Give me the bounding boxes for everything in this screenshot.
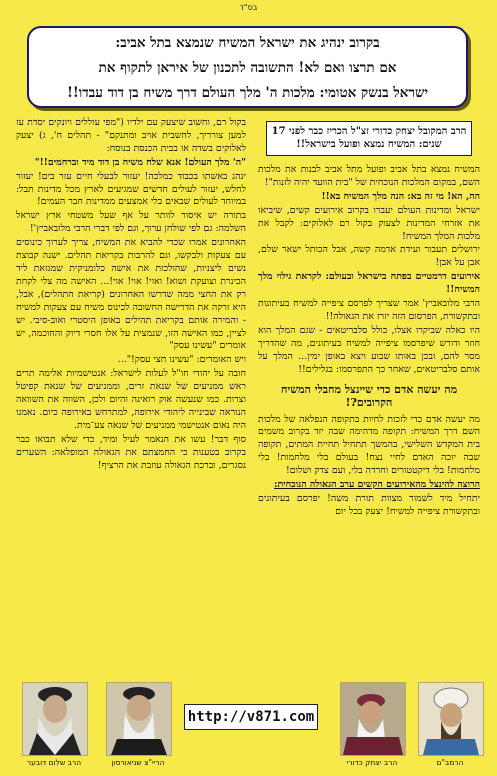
underlined-heading: הרוצה להינצל מהאירועים הקשים ערב הגאולה הנוכחית: [274, 479, 480, 491]
rabbi-portrait-2 [106, 682, 172, 756]
paragraph-bold: אירועים דרמטיים בפתח בישראל ובעולם: לקראת גילוי מלך המשיח!! [258, 271, 480, 296]
portrait-image [419, 683, 483, 755]
portrait-image [341, 683, 405, 755]
rabbi-portrait-1 [22, 682, 88, 756]
paragraph: מה יעשה אדם כדי לזכות לחיות בתקופה הנפלאה של מלכות השם דרך המשיח: תקופה מדהימה שבה יזד בקרוב משמים בית המקדש השלישי, בהמשך תתחיל תחיית המתים, תקופה שבה יזכה האדם לחיי נצח! בעולם בלי מלחמות! בלי מלחמות! בלי דיקטטורים וחרדה בלי, ועם צדק ושלום! [258, 413, 480, 477]
paragraph: הרבי מלובאביץ' אמר שצריך לפרסם ציפייה למשיח בעיתונות ובתקשורת, הפרסום הזה יזרז את הגאולה!! [258, 298, 480, 322]
paragraph: היו כאלה שביקרו אצלו, כולל סלבריטאים - שגם המלך הוא חוזר ודורש שיפרסמו ציפייה למשיח בעיתונים, מה שהדריך מסר להם, ובכן באותו שבוע ויצא באופן ימין... המלך על אותם סלבריטאים, שאחר כך התפרסמו: בגלילים!! [258, 324, 480, 375]
paragraph: בתורה יש איסור לוותר על אף שעל משטחי ארץ ישראל השלמה: גם לפי שולחן ערוך, וגם לפי דברי הרבי מלובאביץ'! [16, 210, 246, 235]
headline-line-2: אם תרצו ואם לא! התשובה לתכנון של איראן לתקוף את [98, 60, 397, 76]
portrait-image [23, 683, 87, 755]
paragraph: בקול רם, וחשוב שיצעק עם ילדיו ("מפי עוללים ויונקים יסדת עז למען צורריך, להשבית אויב ומתנקם" - תהלים ח', ג) יצעק לאלוקים בשדה או בבית הכנסת בנוסח: [16, 117, 246, 154]
footer [0, 682, 497, 776]
portrait-caption: הרב שלום דובער [26, 758, 82, 767]
rambam-portrait [418, 682, 484, 756]
paragraph: יתחיל מיד לשמור מצוות תורת משה! יפרסם בעיתונים ובתקשורת ציפייה למשיח! יצעק בכל יום [258, 492, 480, 517]
portrait-caption: הריי"צ שניאורסון [111, 758, 165, 767]
paragraph: המשיח נמצא בתל אביב ופועל מתל אביב לבנות את מלכות השם, במקום המלכות הנוכחית של "בית הוועד יהיה לזנות"! [258, 164, 480, 188]
paragraph-bold: "ה' מלך העולם! אנא שלח משיח בן דוד מיד וברחמים!!" [34, 156, 246, 168]
portrait-image [107, 683, 171, 755]
right-column [258, 117, 480, 677]
portrait-caption: הרמב"ם [436, 758, 464, 767]
left-column [16, 117, 246, 677]
kaduri-callout: הרב המקובל יצחק כדורי זצ"ל הכריז כבר לפני 17 שנים: המשיח נמצא ופועל בישראל!! [266, 121, 472, 156]
paragraph: חובה על יהודי חו"ל לעלות לישראל: אנטישמיות אלימה תרים ראש ממניעים של שנאת זרים, וממניעים של שנאת קפיטל וצרות. כמו שנעשה אוק רואינה והיום ולכן, השווה את השוואה הנוראה שבינייה ליהודי אירופה, למתרחש באירופה כיום. נאמנו היה נאום אנטישמי ממניעים של שנאה צע־מית. [16, 368, 246, 431]
paragraph: ינהג באשתו בכבוד כמלכה! יעזור לבעלי חיים עזר בים! יעזור לחלש, יעזור לעולים חדשים שמגיעים לארץ מכל מדינות תבל: במיוחד לעולים שבאים בלי אמצעים ממדינות חבר העמים! [16, 170, 246, 208]
paragraph: סוף דבר! עשו את הנאמר לעיל ומיד, כדי שלא תבואו כבר בקרוב בטענות כי החמצתם את הגאולה המופלאה: השערים נסגרים, וברכת הגאולה עוזבת את הרציף! [16, 433, 246, 471]
paragraph: ירושלים תעבור ועידת אדמה קשה, אבל הכותל ישאר שלם, אבן על אבן! [258, 244, 480, 269]
paragraph: האחרונים אמרו שכדי להביא את המשיח, צריך לערוך כינוסים עם צעקות ולבקשו, וגם להרבות בקריאת תהלים. ישנה קבוצת נשים ליצניות, שהולכות את אישה כלומניקית שמגזאת ליד הכינרת וצועקת ושוא! ואוי! אוי! אוי!... האישה מה צלי לקחת רק את החצי ממה שדרשו האחרונים (קריאת התהלים), אבל, היא זרקה את הדרישה החשובה לכינוס משיח עם צעקות למשיח - והמירה אותם בקריאת תהילים באופן היסטרי ואוב-סיבי. יש לציין, כמו האישה הזו, שנמצית על אלו חסרי דיוק והחוכמה, יש אומרים "עשינו עסק" [16, 237, 246, 352]
rabbi-portrait-3 [340, 682, 406, 756]
paragraph: ישראל ומדינות העולם יעברו בקרוב אירועים קשים, שיביאו את אזרחי המדינות לצעוק בקול רם לאלוקים: לקבל את מלכות המלך המשיח! [258, 204, 480, 242]
headline-box [27, 26, 468, 108]
paragraph-bold: הה, הא! מי זה בא: הנה מלך המשיח בא!! [321, 190, 480, 202]
paragraph: ויש האומרים: "עשינו חצי עסק!"... [117, 354, 246, 366]
section-subheading: מה יעשה אדם כדי שיינצל מחבלי המשיח הקרובים?! [280, 382, 458, 409]
website-url[interactable]: http://v871.com [184, 704, 318, 730]
headline-line-3: ישראל בנשק אטומי: מלכות ה' מלך העולם דרך משיח בן דוד עבדו!! [66, 85, 429, 101]
besd-mark: בס"ד [239, 3, 258, 12]
headline-line-1: בקרוב ינהיג את ישראל המשיח שנמצא בתל אביב: [115, 35, 380, 51]
portrait-caption: הרב יצחק כדורי [346, 758, 398, 767]
